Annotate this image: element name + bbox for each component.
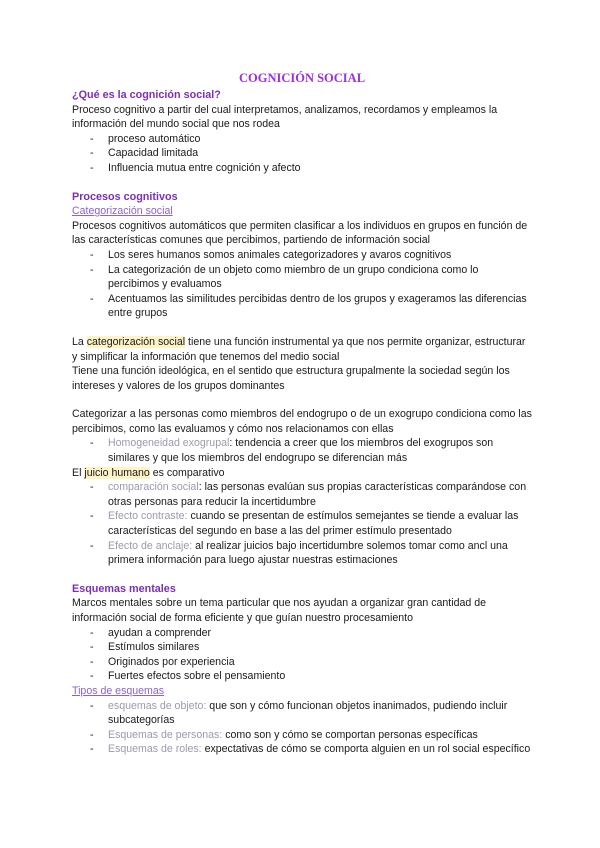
list-item: - proceso automático [90,132,532,147]
term-esquemas-roles: Esquemas de roles: [108,743,202,756]
text-prefix: El [72,466,85,479]
list-item: - Acentuamos las similitudes percibidas dentro de los grupos y exageramos las diferencias entre grupos [90,292,532,321]
list-item [90,728,532,743]
paragraph-juicio-humano [72,466,532,481]
term-description: al realizar juicios bajo incertidumbre solemos tomar como ancl una primera información para luego ajustar nuestras estimaciones [108,539,508,567]
list-item [90,480,532,509]
list-item: - La categorización de un objeto como miembro de un grupo condiciona como lo percibimos y evaluamos [90,263,532,292]
definition-categorizacion: Procesos cognitivos automáticos que permiten clasificar a los individuos en grupos en función de las características comunes que percibimos, partiendo de información social [72,219,528,247]
list-item: - Estímulos similares [90,640,532,655]
esquemas-features-list [72,626,532,684]
term-anclaje: Efecto de anclaje: [108,539,193,552]
list-item: - Los seres humanos somos animales categorizadores y avaros cognitivos [90,248,532,263]
term-description: : tendencia a creer que los miembros del exogrupos son similares y que los miembros del endogrupo se diferencian más [108,437,494,465]
juicio-list [72,480,532,568]
list-item: - Influencia mutua entre cognición y afecto [90,161,532,176]
term-description: : las personas evalúan sus propias características comparándose con otras personas para reducir la incertidumbre [108,481,527,508]
tipos-esquemas-list [72,699,532,757]
term-comparacion: comparación social [108,481,199,494]
section-heading-que-es: ¿Qué es la cognición social? [72,89,221,101]
subheading-categorizacion: Categorización social [72,205,173,218]
document-title: COGNICIÓN SOCIAL [238,71,366,85]
list-item: - Capacidad limitada [90,146,532,161]
list-item: - Fuertes efectos sobre el pensamiento [90,669,532,684]
section-heading-procesos: Procesos cognitivos [72,190,178,203]
list-item: - ayudan a comprender [90,626,532,641]
definition-cognicion-social: Proceso cognitivo a partir del cual interpretamos, analizamos, recordamos y empleamos la información del mundo social que nos rodea [72,103,498,131]
list-item [90,742,532,757]
term-description: cuando se presentan de estímulos semejantes se tiende a evaluar las características del segundo en base a las del primer estímulo presentado [108,510,519,538]
list-item [90,539,532,568]
text-prefix: La [72,335,87,348]
definition-esquemas: Marcos mentales sobre un tema particular que nos ayudan a organizar gran cantidad de información social de forma eficiente y que guían nuestro procesamiento [72,597,486,624]
categorizacion-list [72,248,532,321]
homogeneidad-list [72,436,532,465]
list-item [90,509,532,538]
paragraph-funcion-ideologica: Tiene una función ideológica, en el sentido que estructura grupalmente la sociedad según los intereses y valores de los grupos dominantes [72,365,510,392]
term-description: expectativas de cómo se comporta alguien en un rol social específico [201,743,531,756]
paragraph-funcion-instrumental [72,335,532,364]
section-heading-esquemas: Esquemas mentales [72,582,176,595]
list-item [90,436,532,465]
term-description: que son y cómo funcionan objetos inanimados, pudiendo incluir subcategorías [108,699,508,727]
subheading-tipos-esquemas: Tipos de esquemas [72,684,165,697]
term-esquemas-personas: Esquemas de personas: [108,728,223,741]
term-homogeneidad: Homogeneidad exogrupal [108,437,230,450]
highlighted-term-categorizacion: categorización social [86,335,186,348]
list-item: - Originados por experiencia [90,655,532,670]
cognicion-features-list [72,132,532,176]
list-item [90,699,532,728]
paragraph-endogrupo: Categorizar a las personas como miembros del endogrupo o de un exogrupo condiciona como las percibimos, como las evaluamos y cómo nos relacionamos con ellas [72,408,532,435]
highlighted-term-juicio: juicio humano [84,466,150,479]
text-suffix: tiene una función instrumental ya que nos permite organizar, estructurar y simplificar la información que tenemos del medio social [72,335,526,363]
term-contraste: Efecto contraste: [108,510,188,523]
term-description: como son y cómo se comportan personas específicas [222,728,478,741]
document-page [72,70,532,757]
term-esquemas-objeto: esquemas de objeto: [108,699,207,712]
text-suffix: es comparativo [149,466,225,479]
